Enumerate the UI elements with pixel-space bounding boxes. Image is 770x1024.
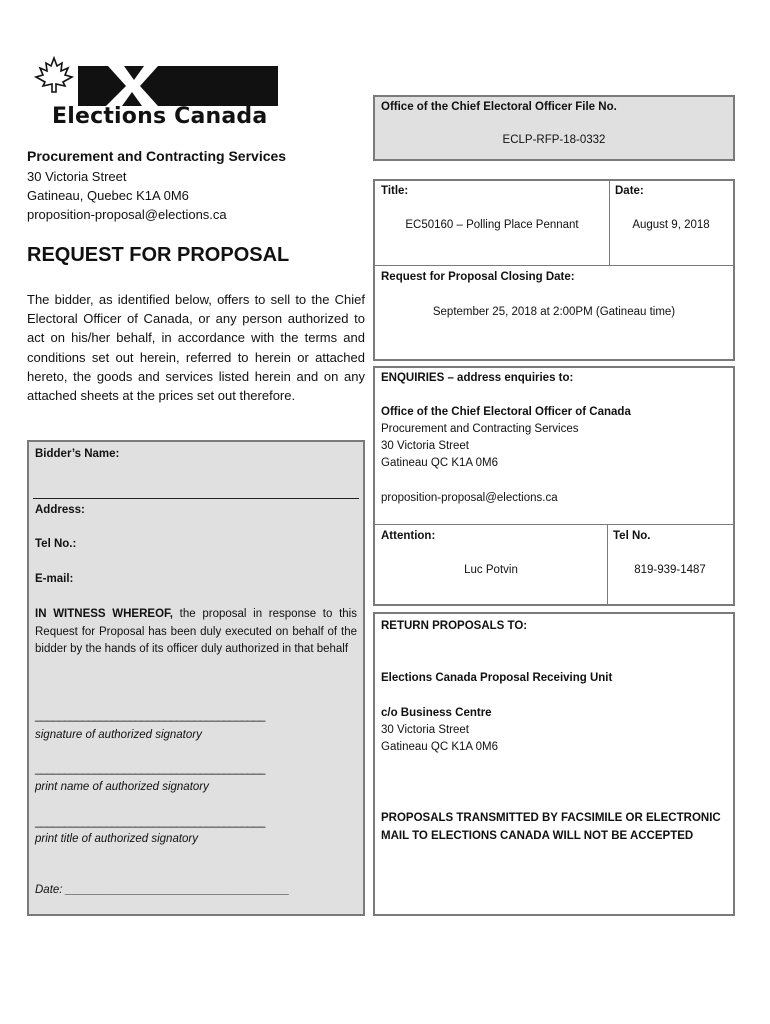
- elections-canada-logo: [30, 56, 280, 128]
- return-city: Gatineau QC K1A 0M6: [381, 741, 498, 753]
- witness-bold: IN WITNESS WHEREOF,: [35, 608, 173, 620]
- title-value: EC50160 – Polling Place Pennant: [405, 219, 579, 231]
- tel-label: Tel No.:: [35, 538, 77, 550]
- print-name-line[interactable]: _______________________________________: [35, 763, 265, 775]
- sender-email: proposition-proposal@elections.ca: [27, 207, 227, 222]
- signature-line[interactable]: _______________________________________: [35, 710, 265, 722]
- signature-label: signature of authorized signatory: [35, 729, 202, 741]
- sender-city: Gatineau, Quebec K1A 0M6: [27, 188, 189, 203]
- document-title: REQUEST FOR PROPOSAL: [27, 244, 290, 266]
- return-care-of: c/o Business Centre: [381, 707, 492, 719]
- print-name-label: print name of authorized signatory: [35, 781, 209, 793]
- date-value: August 9, 2018: [632, 219, 710, 231]
- date-label: Date:: [615, 185, 644, 197]
- witness-statement: [35, 606, 357, 659]
- enquiries-line: 30 Victoria Street: [381, 440, 470, 452]
- print-title-line[interactable]: _______________________________________: [35, 816, 265, 828]
- logo-x-mark: [100, 66, 160, 106]
- sender-street: 30 Victoria Street: [27, 169, 127, 184]
- intro-paragraph: The bidder, as identified below, offers to sell to the Chief Electoral Officer of Canada, or any person authorized to act on his/her behalf, in accordance with the terms and conditions set out herein, referred to herein or attached hereto, the goods and services listed herein and on any attached sheets at the prices set out therefore.: [27, 292, 365, 404]
- title-label: Title:: [381, 185, 409, 197]
- closing-date-value: September 25, 2018 at 2:00PM (Gatineau time): [432, 306, 676, 318]
- attention-value: Luc Potvin: [464, 564, 518, 576]
- enquiries-line: Procurement and Contracting Services: [381, 423, 579, 435]
- divider: [375, 265, 733, 266]
- file-number-box: [373, 95, 735, 161]
- print-title-label: print title of authorized signatory: [35, 833, 199, 845]
- logo-wordmark: Elections Canada: [52, 104, 268, 129]
- maple-leaf-icon: [32, 56, 76, 96]
- file-number-value: ECLP-RFP-18-0332: [502, 134, 606, 146]
- email-label: E-mail:: [35, 573, 74, 585]
- address-label: Address:: [35, 504, 85, 516]
- attention-label: Attention:: [381, 530, 436, 542]
- enquiries-box: [373, 366, 735, 606]
- divider: [375, 524, 733, 525]
- return-proposals-box: [373, 612, 735, 916]
- bidder-name-line[interactable]: [33, 498, 359, 499]
- tel-number-value: 819-939-1487: [634, 564, 706, 576]
- bidder-name-label: Bidder’s Name:: [35, 448, 120, 460]
- return-label: RETURN PROPOSALS TO:: [381, 620, 528, 632]
- title-date-box: [373, 179, 735, 361]
- enquiries-office: Office of the Chief Electoral Officer of Canada: [381, 406, 631, 418]
- date-signature-line[interactable]: Date: ___________________________________: [35, 884, 290, 896]
- enquiries-line: Gatineau QC K1A 0M6: [381, 457, 498, 469]
- return-unit: Elections Canada Proposal Receiving Unit: [381, 672, 613, 684]
- enquiries-email: proposition-proposal@elections.ca: [381, 492, 558, 504]
- bidder-info-box: [27, 440, 365, 916]
- sender-department: Procurement and Contracting Services: [27, 148, 287, 164]
- tel-number-label: Tel No.: [613, 530, 651, 542]
- closing-date-label: Request for Proposal Closing Date:: [381, 271, 575, 283]
- enquiries-label: ENQUIRIES – address enquiries to:: [381, 372, 574, 384]
- return-warning: PROPOSALS TRANSMITTED BY FACSIMILE OR ELECTRONIC MAIL TO ELECTIONS CANADA WILL NOT BE ACCEPTED: [381, 812, 721, 842]
- witness-text: the proposal in response to this Request for Proposal has been duly executed on behalf of the bidder by the hands of its officer duly authorized in that behalf: [35, 608, 357, 655]
- return-street: 30 Victoria Street: [381, 724, 470, 736]
- file-number-label: Office of the Chief Electoral Officer File No.: [381, 101, 617, 113]
